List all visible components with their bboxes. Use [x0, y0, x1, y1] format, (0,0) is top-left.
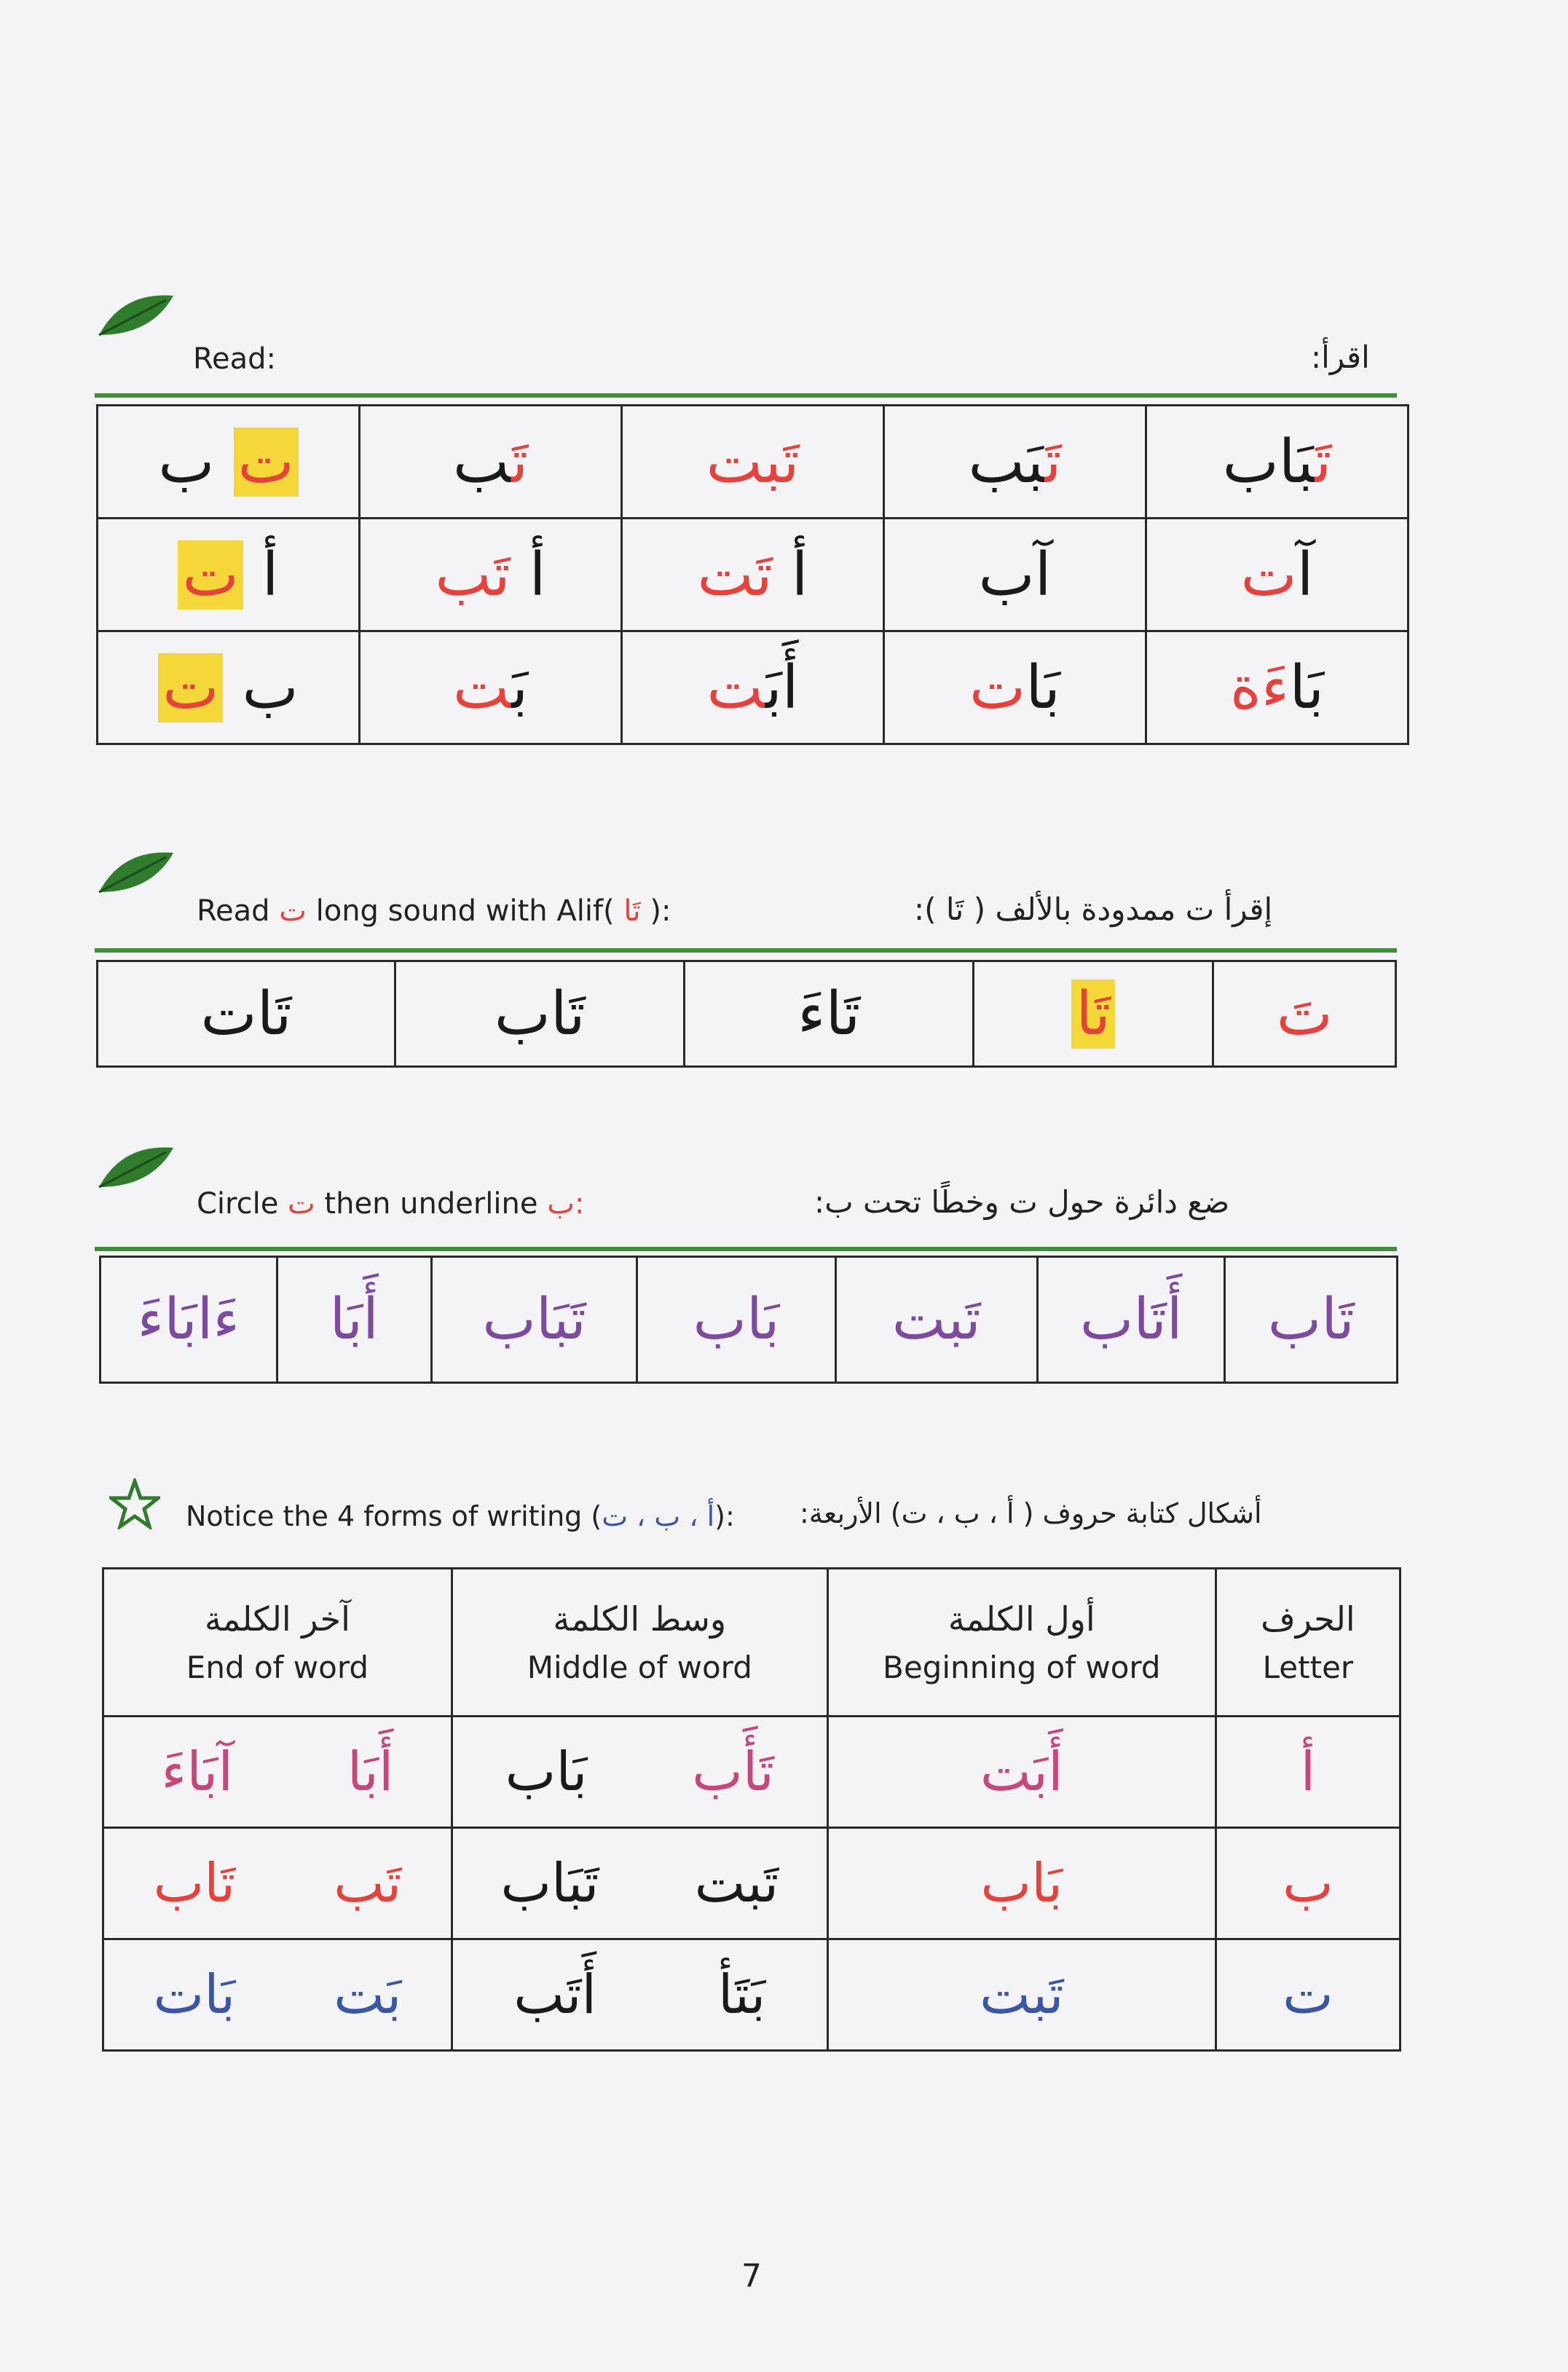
section1-rule: [95, 393, 1397, 398]
section1-heading-ar: اقرأ:: [1311, 339, 1370, 375]
table-cell: تَاءَ: [685, 961, 974, 1067]
table-row: [103, 1717, 1400, 1828]
table-cell: أ تَت: [622, 519, 884, 631]
letter-cell: ب: [1216, 1828, 1400, 1939]
table-cell: أَبَت: [622, 631, 884, 744]
table-cell: أَبَا: [277, 1257, 431, 1383]
table-cell: تَا: [974, 961, 1213, 1067]
beginning-of-word-cell: أَبَت: [827, 1717, 1216, 1828]
table-cell: تَبَب: [884, 406, 1146, 519]
table-cell: تَبت: [835, 1257, 1037, 1383]
header-middle-of-word: وسط الكلمة Middle of word: [452, 1569, 827, 1717]
table-cell: بَاب: [637, 1257, 835, 1383]
table-cell: تَاب: [395, 961, 685, 1067]
beginning-of-word-cell: تَبت: [827, 1939, 1216, 2051]
table-cell: بَت: [360, 631, 622, 744]
star-icon: [109, 1478, 160, 1529]
leaf-icon: [93, 291, 177, 342]
middle-of-word-cell: تَأَب بَاب: [452, 1717, 827, 1828]
section3-heading-en: Circle ت then underline ب:: [197, 1187, 585, 1221]
letter-cell: ت: [1216, 1939, 1400, 2051]
section3-heading-ar: ضع دائرة حول ت وخطًا تحت ب:: [814, 1184, 1230, 1220]
table-row: [103, 1569, 1400, 1717]
section3-table: [99, 1256, 1398, 1384]
table-cell: آب: [884, 519, 1146, 631]
middle-of-word-cell: بَتَأ أَتَب: [452, 1939, 827, 2051]
end-of-word-cell: بَت بَات: [103, 1939, 452, 2051]
section2-heading-en: Read ت long sound with Alif( تَا ):: [197, 894, 671, 928]
table-cell: ب ت: [98, 631, 360, 744]
section2-rule: [95, 948, 1397, 953]
table-row: [98, 519, 1409, 631]
table-cell: أ تَب: [360, 519, 622, 631]
table-row: [98, 406, 1409, 519]
middle-of-word-cell: تَبت تَبَاب: [452, 1828, 827, 1939]
table-row: [103, 1828, 1400, 1939]
table-cell: أ ت: [98, 519, 360, 631]
table-cell: تَاب: [1225, 1257, 1398, 1383]
table-cell: بَات: [884, 631, 1146, 744]
section4-table: [102, 1567, 1401, 2052]
section2-heading-ar: إقرأ ت ممدودة بالألف ( تَا ):: [914, 891, 1273, 927]
table-cell: ت ب: [98, 406, 360, 519]
table-cell: آت: [1146, 519, 1409, 631]
section4-heading-ar: أشكال كتابة حروف ( أ ، ب ، ت) الأربعة:: [800, 1497, 1262, 1529]
header-end-of-word: آخر الكلمة End of word: [103, 1569, 452, 1717]
table-cell: تَ: [1213, 961, 1396, 1067]
leaf-icon: [93, 848, 177, 899]
table-cell: تَبت: [622, 406, 884, 519]
section3-rule: [95, 1247, 1397, 1251]
section1-table: [96, 404, 1409, 745]
table-row: [98, 961, 1396, 1067]
header-letter: الحرف Letter: [1216, 1569, 1400, 1717]
section1-heading-en: Read:: [193, 342, 276, 376]
section2-table: [96, 960, 1397, 1068]
section4-heading-en: Notice the 4 forms of writing (أ ، ب ، ت):: [186, 1500, 735, 1532]
table-cell: تَات: [98, 961, 395, 1067]
leaf-icon: [93, 1143, 177, 1194]
header-beginning-of-word: أول الكلمة Beginning of word: [827, 1569, 1216, 1717]
table-row: [103, 1939, 1400, 2051]
beginning-of-word-cell: بَاب: [827, 1828, 1216, 1939]
table-cell: تَبَاب: [1146, 406, 1409, 519]
table-row: [98, 631, 1409, 744]
page-number: 7: [741, 2258, 762, 2295]
table-row: [101, 1257, 1398, 1383]
table-cell: تَبَاب: [431, 1257, 637, 1383]
table-cell: ءَابَاءَ: [101, 1257, 277, 1383]
end-of-word-cell: تَب تَاب: [103, 1828, 452, 1939]
letter-cell: أ: [1216, 1717, 1400, 1828]
end-of-word-cell: أَبَا آبَاءَ: [103, 1717, 452, 1828]
table-cell: بَاءَة: [1146, 631, 1409, 744]
table-cell: أَتَاب: [1037, 1257, 1224, 1383]
table-cell: تَب: [360, 406, 622, 519]
